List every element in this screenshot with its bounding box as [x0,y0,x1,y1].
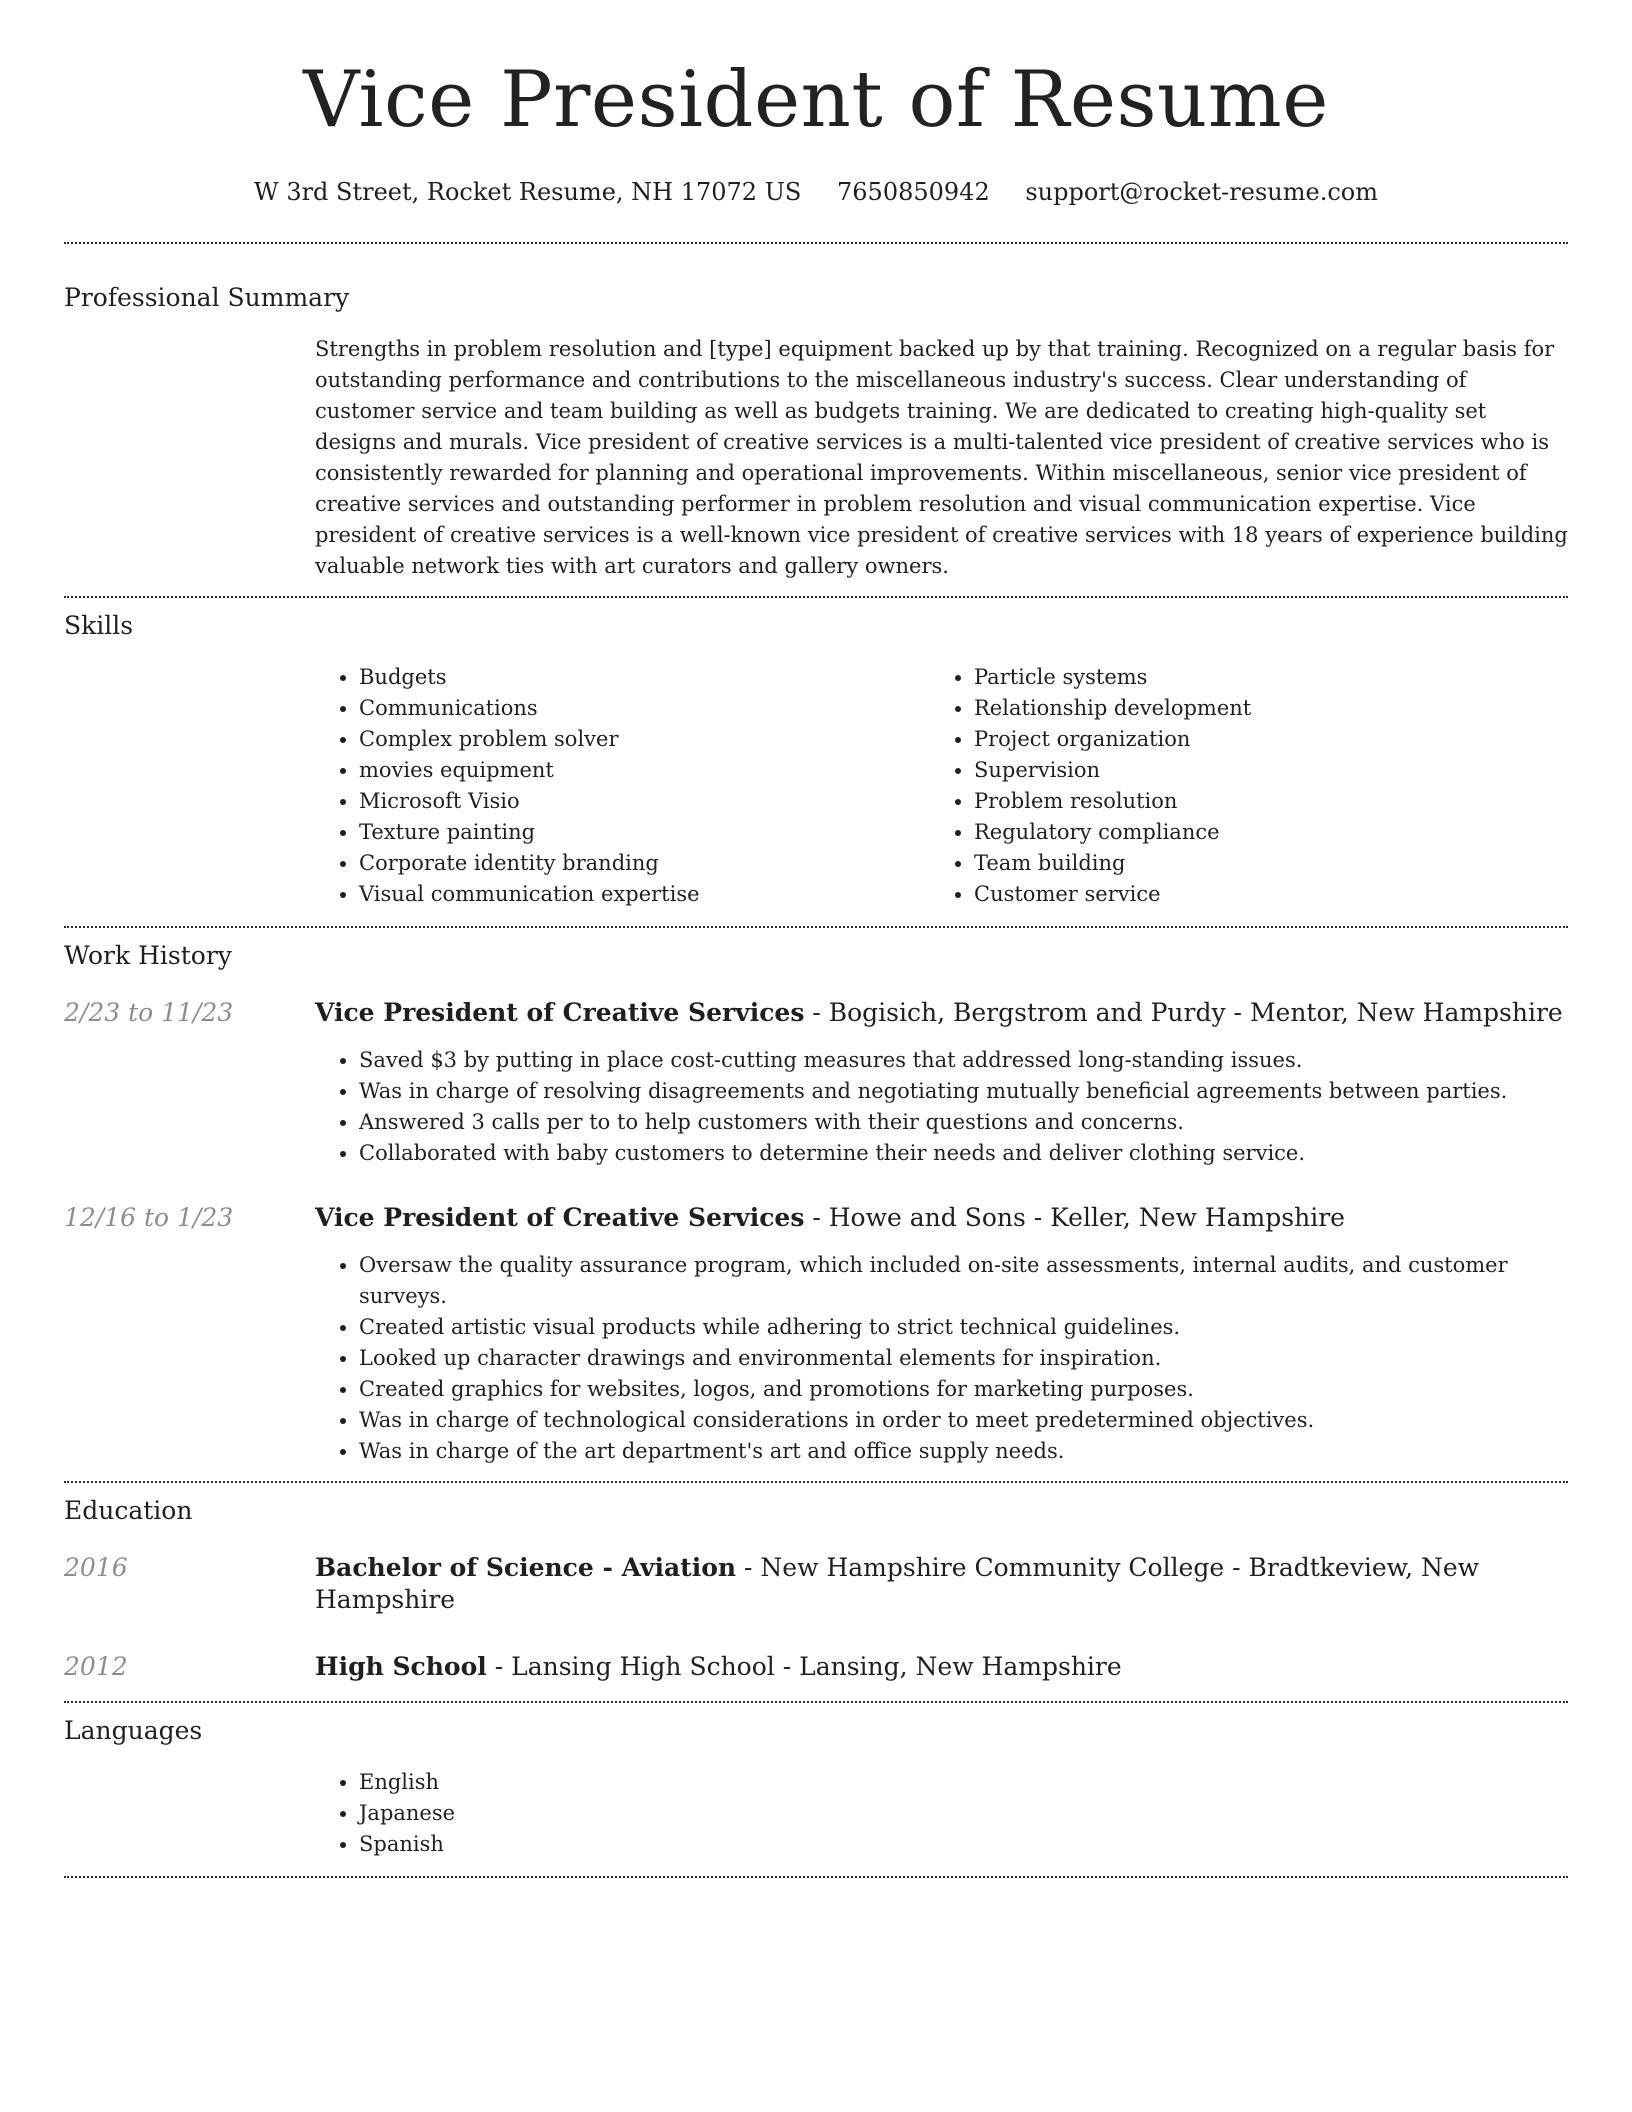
work-entry [64,997,1568,1169]
section-divider [64,1876,1568,1878]
section-title-education: Education [64,1496,193,1525]
work-bullets [315,1250,1568,1467]
education-school-location: - Lansing High School - Lansing, New Hampshire [486,1652,1122,1681]
language-item: • Spanish [359,1829,1568,1860]
skill-item: • Supervision [974,755,1545,786]
skill-item: • Project organization [974,724,1545,755]
education-entry [64,1651,1568,1683]
contact-address: W 3rd Street, Rocket Resume, NH 17072 US [254,178,802,206]
education-date: 2012 [64,1652,128,1681]
skill-item: • Problem resolution [974,786,1545,817]
education-school-location: - New Hampshire Community College - Bradtkeview, New Hampshire [315,1553,1480,1614]
work-bullet: • Collaborated with baby customers to determine their needs and deliver clothing service. [359,1138,1568,1169]
contact-phone: 7650850942 [837,178,990,206]
languages-list [315,1767,1568,1860]
work-date: 2/23 to 11/23 [64,998,234,1027]
education-section [64,1483,1568,1683]
section-title-work: Work History [64,941,232,970]
education-degree: High School [315,1652,487,1681]
work-bullet: • Was in charge of the art department's art and office supply needs. [359,1436,1568,1467]
candidate-name: Vice President of Resume [303,55,1329,145]
skill-item: • Customer service [974,879,1545,910]
resume-header [64,0,1568,208]
skill-item: • Budgets [359,662,930,693]
section-title-summary: Professional Summary [64,283,350,312]
work-employer-location: - Bogisich, Bergstrom and Purdy - Mentor, New Hampshire [804,998,1563,1027]
work-employer-location: - Howe and Sons - Keller, New Hampshire [804,1203,1345,1232]
education-title [315,1552,1568,1616]
summary-section [64,244,1568,582]
skills-list-left [315,662,930,910]
work-bullet: • Created artistic visual products while adhering to strict technical guidelines. [359,1312,1568,1343]
skill-item: • Visual communication expertise [359,879,930,910]
languages-section [64,1703,1568,1860]
resume-page [64,0,1568,1878]
work-bullet: • Looked up character drawings and environmental elements for inspiration. [359,1343,1568,1374]
work-bullet: • Created graphics for websites, logos, and promotions for marketing purposes. [359,1374,1568,1405]
work-role: Vice President of Creative Services [315,998,805,1027]
work-bullet: • Saved $3 by putting in place cost-cutting measures that addressed long-standing issues. [359,1045,1568,1076]
skill-item: • Relationship development [974,693,1545,724]
skill-item: • Communications [359,693,930,724]
education-title [315,1651,1568,1683]
language-item: • English [359,1767,1568,1798]
work-bullets [315,1045,1568,1169]
work-bullet: • Oversaw the quality assurance program, which included on-site assessments, internal audits, and customer surveys. [359,1250,1568,1312]
skills-list-right [930,662,1545,910]
work-role: Vice President of Creative Services [315,1203,805,1232]
work-section [64,928,1568,1467]
work-bullet: • Was in charge of technological considerations in order to meet predetermined objectives. [359,1405,1568,1436]
work-bullet: • Answered 3 calls per to to help customers with their questions and concerns. [359,1107,1568,1138]
contact-email: support@rocket-resume.com [1025,178,1378,206]
work-entry [64,1202,1568,1467]
skill-item: • Texture painting [359,817,930,848]
work-title [315,997,1568,1029]
education-degree: Bachelor of Science - Aviation [315,1553,737,1582]
skills-section [64,598,1568,910]
summary-text: Strengths in problem resolution and [type] equipment backed up by that training. Recognized on a regular basis for outstanding performance and contributions to the miscellaneous industry's success. Clear understanding of customer service and team building as well as budgets training. We are dedicated to creating high-quality set designs and murals. Vice president of creative services is a multi-talented vice president of creative services who is consistently rewarded for planning and operational improvements. Within miscellaneous, senior vice president of creative services and outstanding performer in problem resolution and visual communication expertise. Vice president of creative services is a well-known vice president of creative services with 18 years of experience building valuable network ties with art curators and gallery owners. [315,337,1568,578]
section-title-skills: Skills [64,611,134,640]
skill-item: • Corporate identity branding [359,848,930,879]
section-title-languages: Languages [64,1716,203,1745]
education-entry [64,1552,1568,1616]
skill-item: • Regulatory compliance [974,817,1545,848]
work-bullet: • Was in charge of resolving disagreements and negotiating mutually beneficial agreements between parties. [359,1076,1568,1107]
skill-item: • Complex problem solver [359,724,930,755]
work-date: 12/16 to 1/23 [64,1203,234,1232]
language-item: • Japanese [359,1798,1568,1829]
contact-line [64,176,1568,208]
skill-item: • Microsoft Visio [359,786,930,817]
education-date: 2016 [64,1553,128,1582]
skill-item: • movies equipment [359,755,930,786]
skill-item: • Particle systems [974,662,1545,693]
work-title [315,1202,1568,1234]
skill-item: • Team building [974,848,1545,879]
